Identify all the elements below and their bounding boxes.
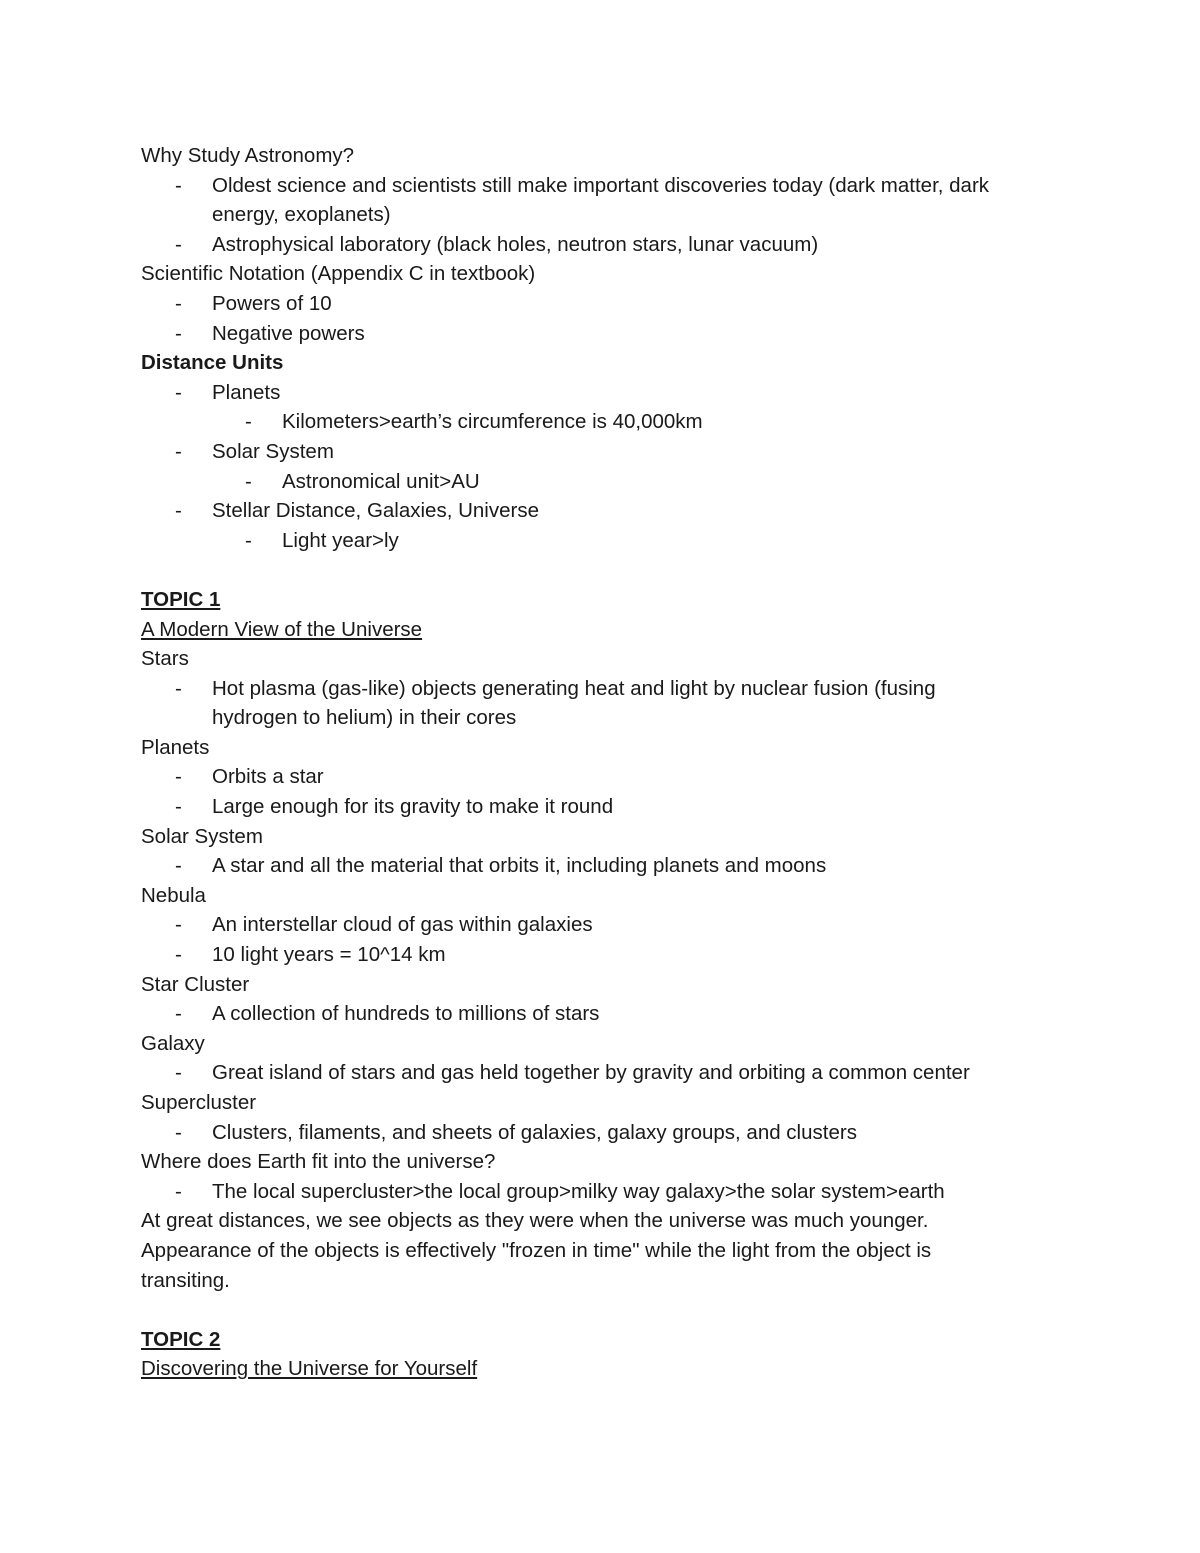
list-item <box>141 437 1071 467</box>
list-item <box>141 171 1042 230</box>
bullet-dash: - <box>175 676 182 700</box>
list-item <box>141 1058 1071 1088</box>
list-item-text: Stellar Distance, Galaxies, Universe <box>212 499 539 523</box>
term-star-cluster: Star Cluster <box>141 972 250 996</box>
sub-list-item <box>141 407 1071 437</box>
topic-2-subtitle: Discovering the Universe for Yourself <box>141 1357 478 1381</box>
sub-list-item-text: Kilometers>earth’s circumference is 40,000km <box>282 410 703 434</box>
bullet-dash: - <box>175 1061 182 1085</box>
list-item-text: Orbits a star <box>212 765 324 789</box>
list-item-text: Negative powers <box>212 321 365 345</box>
bullet-dash: - <box>175 765 182 789</box>
bullet-dash: - <box>175 913 182 937</box>
list-item-text: Planets <box>212 380 281 404</box>
bullet-dash: - <box>175 1179 182 1203</box>
topic-1-heading: TOPIC 1 <box>141 587 221 611</box>
term-galaxy: Galaxy <box>141 1031 205 1055</box>
list-item-text: 10 light years = 10^14 km <box>212 943 446 967</box>
list-item-text: Great island of stars and gas held together by gravity and orbiting a common center <box>212 1061 970 1085</box>
sub-list-item-text: Astronomical unit>AU <box>282 469 480 493</box>
document-page <box>141 141 1071 1384</box>
term-supercluster: Supercluster <box>141 1091 257 1114</box>
list-item-text: Hot plasma (gas-like) objects generating heat and light by nuclear fusion (fusing hydrogen to helium) in their cores <box>212 676 936 730</box>
bullet-dash: - <box>175 1120 182 1144</box>
list-item <box>141 496 1071 526</box>
bullet-dash: - <box>175 854 182 878</box>
list-item-text: Clusters, filaments, and sheets of galaxies, galaxy groups, and clusters <box>212 1120 857 1144</box>
term-planets: Planets <box>141 735 210 759</box>
bullet-dash: - <box>175 795 182 819</box>
bullet-dash: - <box>175 232 182 256</box>
list-item-text: A star and all the material that orbits it, including planets and moons <box>212 854 827 878</box>
list-item <box>141 940 1071 970</box>
section-heading-scientific-notation: Scientific Notation (Appendix C in textbook) <box>141 262 536 286</box>
list-item-text: The local supercluster>the local group>milky way galaxy>the solar system>earth <box>212 1179 945 1203</box>
term-earth-place: Where does Earth fit into the universe? <box>141 1150 496 1174</box>
term-nebula: Nebula <box>141 883 206 907</box>
list-item <box>141 289 1071 319</box>
list-item <box>141 1118 1071 1148</box>
bullet-dash: - <box>175 943 182 967</box>
bullet-dash: - <box>175 291 182 315</box>
list-item-text: Solar System <box>212 439 334 463</box>
topic-2-heading: TOPIC 2 <box>141 1327 221 1351</box>
section-heading-distance-units: Distance Units <box>141 351 284 375</box>
list-item-text: An interstellar cloud of gas within galaxies <box>212 913 593 937</box>
bullet-dash: - <box>175 499 182 523</box>
spacer <box>141 555 1071 585</box>
list-item-text: Large enough for its gravity to make it round <box>212 795 614 819</box>
list-item <box>141 762 1071 792</box>
bullet-dash: - <box>245 469 252 493</box>
topic-1-subtitle: A Modern View of the Universe <box>141 617 423 641</box>
bullet-dash: - <box>175 1002 182 1026</box>
list-item-text: Powers of 10 <box>212 291 332 315</box>
bullet-dash: - <box>245 410 252 434</box>
bullet-dash: - <box>175 439 182 463</box>
list-item <box>141 230 1071 260</box>
term-solar-system: Solar System <box>141 824 263 848</box>
bullet-dash: - <box>175 380 182 404</box>
list-item <box>141 674 1012 733</box>
closing-paragraph: At great distances, we see objects as they were when the universe was much younger. Appearance of the objects is effectively "frozen in time" while the light from the object is transiting. <box>141 1209 932 1292</box>
spacer <box>141 1295 1071 1325</box>
sub-list-item <box>141 526 1071 556</box>
section-heading-why-study: Why Study Astronomy? <box>141 144 355 167</box>
list-item-text: Astrophysical laboratory (black holes, neutron stars, lunar vacuum) <box>212 232 819 256</box>
list-item <box>141 910 1071 940</box>
list-item <box>141 1177 1071 1207</box>
sub-list-item <box>141 467 1071 497</box>
list-item <box>141 792 1071 822</box>
list-item <box>141 378 1071 408</box>
list-item <box>141 851 1071 881</box>
bullet-dash: - <box>175 321 182 345</box>
term-stars: Stars <box>141 647 189 671</box>
list-item <box>141 999 1071 1029</box>
list-item <box>141 319 1071 349</box>
list-item-text: Oldest science and scientists still make important discoveries today (dark matter, dark energy, exoplanets) <box>212 173 990 227</box>
bullet-dash: - <box>175 173 182 197</box>
bullet-dash: - <box>245 528 252 552</box>
list-item-text: A collection of hundreds to millions of stars <box>212 1002 600 1026</box>
sub-list-item-text: Light year>ly <box>282 528 399 552</box>
